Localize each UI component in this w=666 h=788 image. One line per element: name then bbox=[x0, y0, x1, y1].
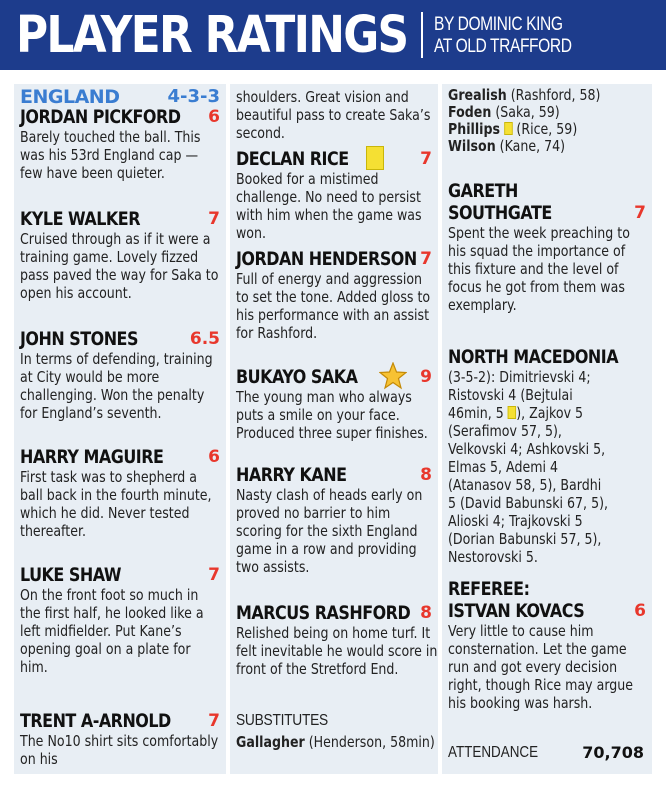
column-2 bbox=[230, 84, 438, 774]
lineup-line: (Dorian Babunski 57, 5), bbox=[448, 530, 602, 548]
substitutes-section bbox=[236, 712, 435, 751]
player-rating: 8 bbox=[420, 603, 432, 623]
player-comment: The young man who always puts a smile on your face. Produced three super finishes. bbox=[236, 388, 428, 442]
player-comment: Cruised through as if it were a training game. Lovely fizzed pass paved the way for Saka to open his account. bbox=[20, 230, 219, 302]
player-rating-item bbox=[236, 602, 438, 678]
player-rating-item bbox=[20, 710, 220, 768]
lineup-line: (Serafimov 57, 5), bbox=[448, 422, 562, 440]
sub-entry bbox=[448, 137, 650, 155]
header-divider bbox=[421, 12, 423, 58]
player-name: BUKAYO SAKA bbox=[236, 366, 358, 388]
team-formation: 4-3-3 bbox=[167, 86, 220, 107]
column-1 bbox=[14, 84, 226, 774]
player-rating-item bbox=[20, 328, 220, 422]
lineup-text: 46min, 5 bbox=[448, 404, 504, 422]
player-name: MARCUS RASHFORD bbox=[236, 602, 411, 624]
player-name: JOHN STONES bbox=[20, 328, 138, 350]
player-rating-item bbox=[236, 366, 432, 442]
lineup-line: 5 (David Babunski 67, 5), bbox=[448, 494, 609, 512]
player-rating: 7 bbox=[208, 565, 220, 585]
attendance-row bbox=[448, 742, 644, 762]
player-rating-item bbox=[20, 446, 220, 540]
player-name: JORDAN PICKFORD bbox=[20, 106, 181, 128]
sub-detail: (Rashford, 58) bbox=[510, 86, 601, 104]
page-title: PLAYER RATINGS bbox=[16, 6, 408, 65]
yellow-card-icon bbox=[504, 122, 512, 135]
player-comment: On the front foot so much in the first half, he looked like a left midfielder. Put Kane’s opening goal on a plate for him. bbox=[20, 586, 204, 676]
player-rating: 6 bbox=[208, 107, 220, 127]
player-comment: Barely touched the ball. This was his 53rd England cap — few have been quieter. bbox=[20, 128, 201, 182]
sub-entry bbox=[448, 120, 650, 138]
player-comment: shoulders. Great vision and beautiful pass to create Saka’s second. bbox=[236, 88, 431, 142]
sub-detail: (Rice, 59) bbox=[516, 120, 578, 138]
player-comment: The No10 shirt sits comfortably on his bbox=[20, 732, 219, 768]
player-rating: 7 bbox=[208, 209, 220, 229]
column-3 bbox=[442, 84, 652, 774]
player-name: HARRY MAGUIRE bbox=[20, 446, 164, 468]
byline-venue: AT OLD TRAFFORD bbox=[434, 36, 572, 57]
referee-comment: Very little to cause him consternation. Let the game run and got every decision right, though Rice may argue his booking was harsh. bbox=[448, 622, 634, 712]
player-rating-item bbox=[236, 248, 432, 342]
manager-comment: Spent the week preaching to his squad the importance of this fixture and the level of focus he got from them was exemplary. bbox=[448, 224, 630, 314]
lineup-line: Nestorovski 5. bbox=[448, 548, 538, 566]
manager-name-first: GARETH bbox=[448, 180, 518, 202]
player-rating-item bbox=[20, 208, 220, 302]
team-heading bbox=[20, 86, 220, 108]
lineup-text: ), Zajkov 5 bbox=[516, 404, 584, 422]
substitutes-heading: SUBSTITUTES bbox=[236, 712, 328, 729]
yellow-card-icon bbox=[508, 406, 516, 419]
sub-detail: (Kane, 74) bbox=[499, 137, 566, 155]
player-name: LUKE SHAW bbox=[20, 564, 121, 586]
opponent-formation: (3-5-2): bbox=[448, 368, 496, 386]
player-rating-item bbox=[236, 148, 432, 242]
lineup-line: Velkovski 4; Ashkovski 5, bbox=[448, 440, 606, 458]
manager-name-last: SOUTHGATE bbox=[448, 202, 552, 224]
manager-rating: 7 bbox=[634, 203, 646, 223]
player-comment: Full of energy and aggression to set the tone. Added gloss to his performance with an assist for Rashford. bbox=[236, 270, 431, 342]
star-of-the-match-icon bbox=[379, 362, 407, 390]
sub-name: Gallagher bbox=[236, 733, 305, 751]
referee-name: ISTVAN KOVACS bbox=[448, 600, 585, 622]
player-comment-continued bbox=[236, 88, 432, 142]
sub-entry bbox=[448, 86, 650, 104]
opponent-section bbox=[448, 346, 646, 566]
player-name: DECLAN RICE bbox=[236, 148, 349, 170]
lineup-line bbox=[448, 368, 650, 386]
player-comment: Relished being on home turf. It felt inevitable he would score in front of the Stretford End. bbox=[236, 624, 438, 678]
player-name: HARRY KANE bbox=[236, 464, 347, 486]
lineup-line: (Atanasov 58, 5), Bardhi bbox=[448, 476, 602, 494]
manager-rating-item bbox=[448, 180, 646, 314]
player-rating: 7 bbox=[208, 711, 220, 731]
byline-author: BY DOMINIC KING bbox=[434, 14, 563, 35]
lineup-line: Alioski 4; Trajkovski 5 bbox=[448, 512, 583, 530]
player-rating-item bbox=[236, 464, 432, 576]
player-rating: 6.5 bbox=[189, 329, 220, 349]
substitutes-continued bbox=[448, 86, 646, 155]
lineup-text: Dimitrievski 4; bbox=[499, 368, 591, 386]
opponent-team-name: NORTH MACEDONIA bbox=[448, 346, 619, 368]
byline bbox=[434, 14, 572, 58]
attendance-label: ATTENDANCE bbox=[448, 744, 539, 761]
sub-name: Grealish bbox=[448, 86, 507, 104]
player-name: JORDAN HENDERSON bbox=[236, 248, 417, 270]
attendance-value: 70,708 bbox=[582, 743, 644, 762]
team-name: ENGLAND bbox=[20, 86, 120, 108]
player-comment: In terms of defending, training at City would be more challenging. Won the penalty for England’s seventh. bbox=[20, 350, 213, 422]
player-rating-item bbox=[20, 106, 220, 182]
referee-rating: 6 bbox=[634, 601, 646, 621]
sub-entry bbox=[448, 103, 650, 121]
player-rating: 6 bbox=[208, 447, 220, 467]
opponent-lineup bbox=[448, 368, 650, 566]
lineup-line bbox=[448, 404, 650, 422]
player-rating: 8 bbox=[420, 465, 432, 485]
player-comment: First task was to shepherd a ball back in the fourth minute, which he did. Never tested thereafter. bbox=[20, 468, 212, 540]
player-rating: 7 bbox=[420, 149, 432, 169]
lineup-line: Ristovski 4 (Bejtulai bbox=[448, 386, 573, 404]
referee-label: REFEREE: bbox=[448, 578, 530, 600]
player-comment: Nasty clash of heads early on proved no barrier to him scoring for the sixth England game in a row and providing two assists. bbox=[236, 486, 423, 576]
sub-detail: (Henderson, 58min) bbox=[308, 733, 435, 751]
player-rating-item bbox=[20, 564, 220, 676]
sub-entry bbox=[236, 733, 438, 751]
player-comment: Booked for a mistimed challenge. No need to persist with him when the game was won. bbox=[236, 170, 422, 242]
sub-name: Wilson bbox=[448, 137, 496, 155]
player-rating: 7 bbox=[420, 249, 432, 269]
referee-rating-item bbox=[448, 578, 646, 712]
yellow-card-icon bbox=[366, 146, 384, 170]
lineup-line: Elmas 5, Ademi 4 bbox=[448, 458, 559, 476]
player-rating: 9 bbox=[420, 367, 432, 387]
player-name: TRENT A-ARNOLD bbox=[20, 710, 171, 732]
player-name: KYLE WALKER bbox=[20, 208, 140, 230]
sub-name: Foden bbox=[448, 103, 492, 121]
header-banner bbox=[0, 0, 666, 70]
sub-name: Phillips bbox=[448, 120, 501, 138]
sub-detail: (Saka, 59) bbox=[495, 103, 560, 121]
